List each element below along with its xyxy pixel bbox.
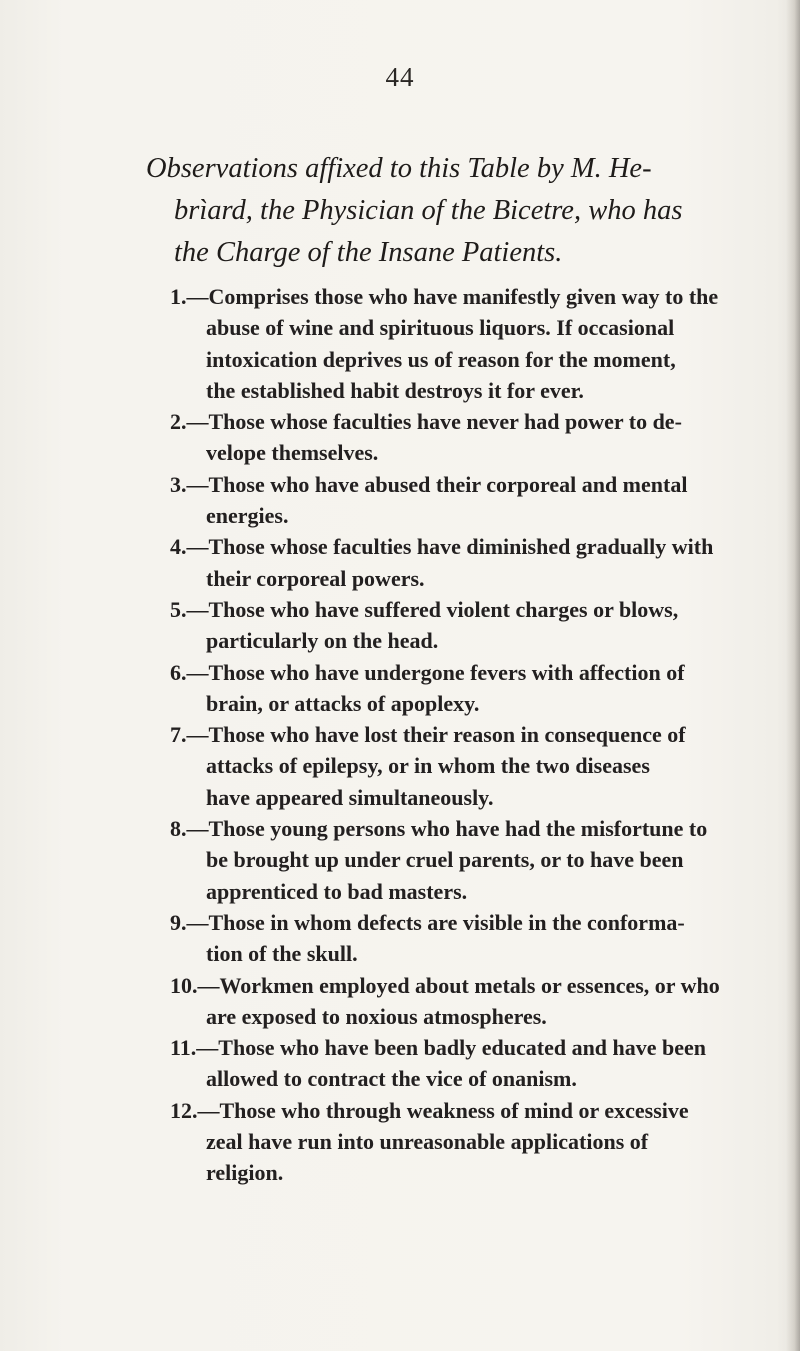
list-item — [170, 531, 730, 594]
item-line: —Those young persons who have had the misfortune to — [186, 816, 708, 842]
item-line: apprenticed to bad masters. — [206, 878, 468, 904]
item-line: —Those who have been badly educated and have been — [196, 1035, 707, 1061]
item-number: 7. — [170, 722, 187, 748]
list-item — [170, 907, 730, 970]
item-line: are exposed to noxious atmospheres. — [206, 1003, 547, 1029]
item-line: —Workmen employed about metals or essences, or who — [197, 972, 720, 998]
item-line: —Those who have abused their corporeal and mental — [186, 471, 688, 497]
item-line: brain, or attacks of apoplexy. — [206, 690, 480, 716]
list-item — [170, 1032, 730, 1095]
item-line: tion of the skull. — [206, 941, 358, 967]
item-number: 1. — [170, 284, 187, 309]
item-line: —Those who have suffered violent charges or blows, — [186, 596, 679, 622]
list-item — [170, 719, 730, 813]
item-number: 6. — [170, 659, 187, 685]
heading-line: the Charge of the Insane Patients. — [174, 237, 563, 268]
item-line: —Those who have lost their reason in consequence of — [186, 722, 686, 748]
item-line: —Those whose faculties have never had power to de- — [186, 409, 682, 435]
list-item — [170, 970, 730, 1033]
item-number: 4. — [170, 534, 187, 560]
item-number: 2. — [170, 409, 187, 435]
item-line: —Those in whom defects are visible in the conforma- — [186, 909, 685, 935]
observations-list — [170, 281, 730, 1189]
page-number: 44 — [385, 62, 415, 92]
item-line: zeal have run into unreasonable applications of — [206, 1129, 649, 1155]
section-heading — [146, 148, 746, 274]
item-line: abuse of wine and spirituous liquors. If occasional — [206, 315, 675, 341]
item-number: 12. — [170, 1097, 198, 1123]
item-line: —Those who through weakness of mind or excessive — [197, 1097, 689, 1123]
item-line: —Those who have undergone fevers with affection of — [186, 659, 685, 685]
list-item — [170, 1095, 730, 1189]
list-item — [170, 406, 730, 469]
item-line: their corporeal powers. — [206, 565, 425, 591]
list-item — [170, 657, 730, 720]
item-line: religion. — [206, 1160, 284, 1186]
item-line: particularly on the head. — [206, 628, 439, 654]
item-number: 3. — [170, 471, 187, 497]
list-item — [170, 281, 730, 406]
item-line: allowed to contract the vice of onanism. — [206, 1066, 577, 1092]
item-line: have appeared simultaneously. — [206, 784, 494, 810]
item-line: energies. — [206, 503, 289, 529]
item-number: 9. — [170, 909, 187, 935]
item-number: 10. — [170, 972, 198, 998]
list-item — [170, 469, 730, 532]
item-line: intoxication deprives us of reason for the moment, — [206, 346, 676, 372]
item-line: be brought up under cruel parents, or to have been — [206, 847, 684, 873]
heading-line: Observations affixed to this Table by M. He- — [146, 153, 652, 184]
list-item — [170, 594, 730, 657]
page-edge-shadow — [786, 0, 800, 1351]
heading-line: brìard, the Physician of the Bicetre, who has — [174, 195, 683, 226]
item-line: velope themselves. — [206, 440, 379, 466]
list-item — [170, 813, 730, 907]
item-line: attacks of epilepsy, or in whom the two diseases — [206, 753, 650, 779]
item-line: the established habit destroys it for ever. — [206, 377, 584, 403]
item-line: —Those whose faculties have diminished gradually with — [186, 534, 714, 560]
item-line: —Comprises those who have manifestly given way to the — [186, 284, 719, 309]
item-number: 11. — [170, 1035, 197, 1061]
item-number: 8. — [170, 816, 187, 842]
item-number: 5. — [170, 596, 187, 622]
